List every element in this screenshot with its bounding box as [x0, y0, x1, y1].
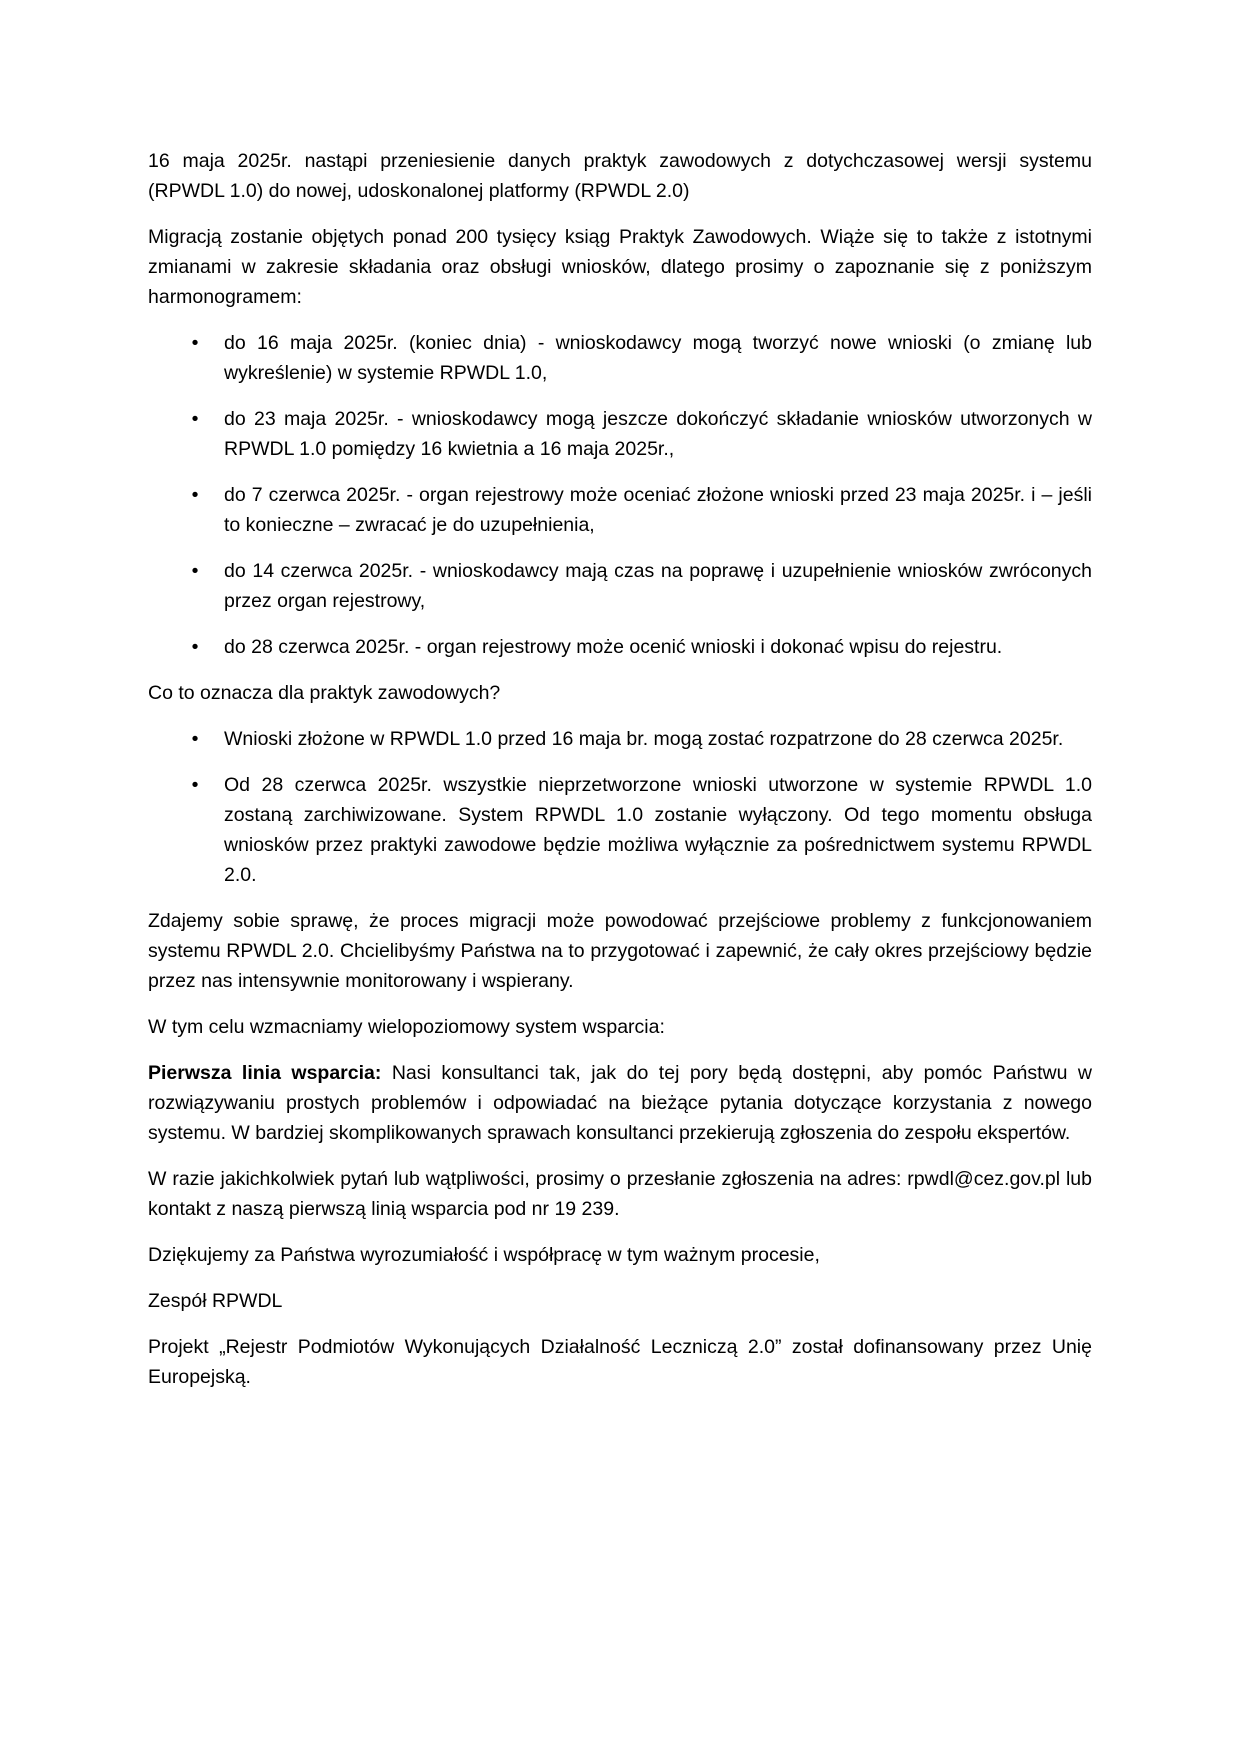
list-item-text: do 28 czerwca 2025r. - organ rejestrowy może ocenić wnioski i dokonać wpisu do rejestru. — [224, 636, 1003, 658]
bullet-icon: • — [191, 484, 199, 506]
list-item-text: do 16 maja 2025r. (koniec dnia) - wnioskodawcy mogą tworzyć nowe wnioski (o zmianę lub wykreślenie) w systemie RPWDL 1.0, — [224, 332, 1092, 384]
first-line-label: Pierwsza linia wsparcia: — [148, 1062, 382, 1084]
list-item-text: do 14 czerwca 2025r. - wnioskodawcy mają czas na poprawę i uzupełnienie wniosków zwróconych przez organ rejestrowy, — [224, 560, 1092, 612]
contact-paragraph: W razie jakichkolwiek pytań lub wątpliwości, prosimy o przesłanie zgłoszenia na adres: rpwdl@cez.gov.pl lub kontakt z naszą pierwszą linią wsparcia pod nr 19 239. — [148, 1168, 1092, 1220]
migration-paragraph: Migracją zostanie objętych ponad 200 tysięcy ksiąg Praktyk Zawodowych. Wiąże się to także z istotnymi zmianami w zakresie składania oraz obsługi wniosków, dlatego prosimy o zapoznanie się z poniższym harmonogramem: — [148, 226, 1092, 308]
awareness-paragraph: Zdajemy sobie sprawę, że proces migracji może powodować przejściowe problemy z funkcjonowaniem systemu RPWDL 2.0. Chcielibyśmy Państwa na to przygotować i zapewnić, że cały okres przejściowy będzie przez nas intensywnie monitorowany i wspierany. — [148, 910, 1092, 992]
bullet-icon: • — [191, 774, 199, 796]
question-paragraph: Co to oznacza dla praktyk zawodowych? — [148, 682, 501, 704]
bullet-icon: • — [191, 332, 199, 354]
first-line-paragraph — [148, 1058, 1092, 1148]
list-item-text: Wnioski złożone w RPWDL 1.0 przed 16 maja br. mogą zostać rozpatrzone do 28 czerwca 2025r. — [224, 728, 1064, 750]
intro-paragraph: 16 maja 2025r. nastąpi przeniesienie danych praktyk zawodowych z dotychczasowej wersji systemu (RPWDL 1.0) do nowej, udoskonalonej platformy (RPWDL 2.0) — [148, 150, 1092, 202]
first-line-text: Nasi konsultanci tak, jak do tej pory będą dostępni, aby pomóc Państwu w rozwiązywaniu prostych problemów i odpowiadać na bieżące pytania dotyczące korzystania z nowego systemu. W bardziej skomplikowanych sprawach konsultanci przekierują zgłoszenia do zespołu ekspertów. — [148, 1062, 1092, 1144]
list-item — [148, 770, 1092, 890]
bullet-icon: • — [191, 560, 199, 582]
list-item — [148, 404, 1092, 464]
schedule-list — [148, 328, 1092, 662]
list-item-text: Od 28 czerwca 2025r. wszystkie nieprzetworzone wnioski utworzone w systemie RPWDL 1.0 zostaną zarchiwizowane. System RPWDL 1.0 zostanie wyłączony. Od tego momentu obsługa wniosków przez praktyki zawodowe będzie możliwa wyłącznie za pośrednictwem systemu RPWDL 2.0. — [224, 774, 1092, 886]
list-item — [148, 632, 1092, 662]
funding-paragraph: Projekt „Rejestr Podmiotów Wykonujących Działalność Leczniczą 2.0” został dofinansowany przez Unię Europejską. — [148, 1336, 1092, 1388]
bullet-icon: • — [191, 408, 199, 430]
bullet-icon: • — [191, 728, 199, 750]
document-page — [148, 146, 1092, 1408]
list-item — [148, 556, 1092, 616]
meaning-list — [148, 724, 1092, 890]
list-item-text: do 23 maja 2025r. - wnioskodawcy mogą jeszcze dokończyć składanie wniosków utworzonych w RPWDL 1.0 pomiędzy 16 kwietnia a 16 maja 2025r., — [224, 408, 1092, 460]
list-item — [148, 328, 1092, 388]
thanks-paragraph: Dziękujemy za Państwa wyrozumiałość i współpracę w tym ważnym procesie, — [148, 1244, 820, 1266]
signature: Zespół RPWDL — [148, 1290, 283, 1312]
support-intro-paragraph: W tym celu wzmacniamy wielopoziomowy system wsparcia: — [148, 1016, 665, 1038]
list-item-text: do 7 czerwca 2025r. - organ rejestrowy może oceniać złożone wnioski przed 23 maja 2025r. i – jeśli to konieczne – zwracać je do uzupełnienia, — [224, 484, 1092, 536]
bullet-icon: • — [191, 636, 199, 658]
list-item — [148, 724, 1092, 754]
list-item — [148, 480, 1092, 540]
